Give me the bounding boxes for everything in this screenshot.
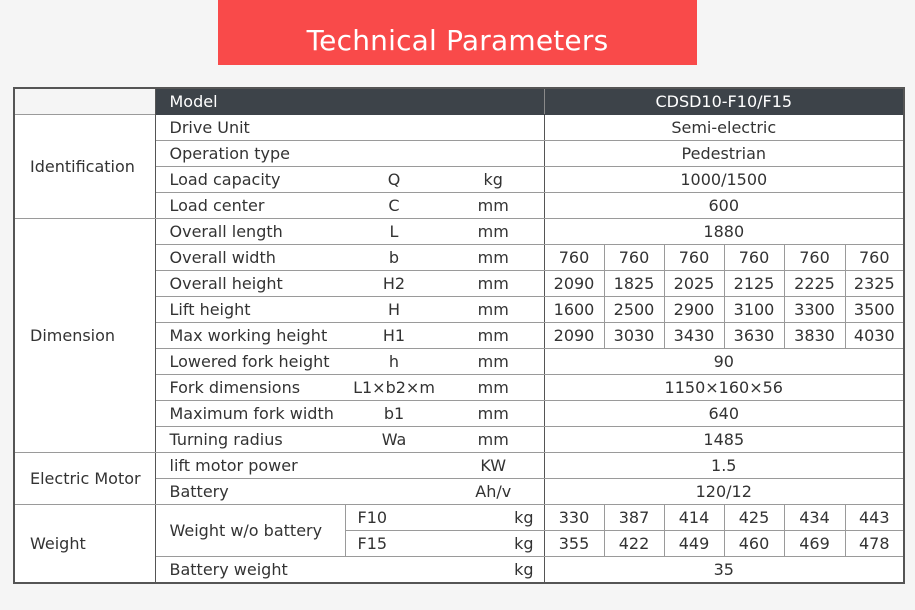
row-value: 2500 [604,297,664,323]
row-name: Load center [155,193,345,219]
row-name: Turning radius [155,427,345,453]
row-value: 2090 [544,323,604,349]
row-sub-label: F10 [345,505,443,531]
row-value: 600 [544,193,904,219]
row-value: 1485 [544,427,904,453]
row-value: 3630 [724,323,784,349]
row-symbol: C [345,193,443,219]
row-unit: KW [443,453,544,479]
row-sub-label: F15 [345,531,443,557]
title-banner [218,0,697,65]
row-value: 330 [544,505,604,531]
row-unit: mm [443,323,544,349]
group-weight: Weight [14,505,155,584]
row-name: lift motor power [155,453,443,479]
row-value: 760 [664,245,724,271]
row-value: 1825 [604,271,664,297]
row-symbol: h [345,349,443,375]
row-name: Maximum fork width [155,401,345,427]
row-value: 2025 [664,271,724,297]
header-model-label: Model [155,88,544,115]
row-name: Overall height [155,271,345,297]
row-value: 640 [544,401,904,427]
row-value: 2325 [845,271,904,297]
row-unit: mm [443,427,544,453]
row-symbol: H [345,297,443,323]
row-name: Lift height [155,297,345,323]
row-value: 2225 [784,271,845,297]
row-unit: mm [443,219,544,245]
row-value: 2900 [664,297,724,323]
row-name: Overall length [155,219,345,245]
group-dimension: Dimension [14,219,155,453]
row-value: 414 [664,505,724,531]
row-symbol: Q [345,167,443,193]
table-row [14,115,904,141]
row-value: 90 [544,349,904,375]
row-value: 443 [845,505,904,531]
page-title: Technical Parameters [306,24,609,57]
row-value: 434 [784,505,845,531]
row-unit: mm [443,271,544,297]
row-value: 3830 [784,323,845,349]
table-row [14,453,904,479]
row-value: 760 [604,245,664,271]
row-value: 478 [845,531,904,557]
row-unit: kg [443,167,544,193]
row-value: 1.5 [544,453,904,479]
row-symbol: H2 [345,271,443,297]
row-name: Load capacity [155,167,345,193]
row-value: 460 [724,531,784,557]
row-value: 425 [724,505,784,531]
row-symbol: Wa [345,427,443,453]
row-value: 2125 [724,271,784,297]
row-value: 120/12 [544,479,904,505]
spec-table [13,87,905,584]
row-unit: mm [443,401,544,427]
row-name: Max working height [155,323,345,349]
row-unit: kg [443,531,544,557]
row-value: 3430 [664,323,724,349]
table-row [14,219,904,245]
row-name: Battery weight [155,557,443,584]
row-value: 3100 [724,297,784,323]
row-value: 760 [544,245,604,271]
row-value: 760 [724,245,784,271]
row-value: 3030 [604,323,664,349]
header-model-value: CDSD10-F10/F15 [544,88,904,115]
row-value: 3300 [784,297,845,323]
header-blank [14,88,155,115]
row-unit: mm [443,349,544,375]
row-value: 1000/1500 [544,167,904,193]
row-unit: Ah/v [443,479,544,505]
row-value: 469 [784,531,845,557]
row-unit: mm [443,245,544,271]
row-value: 422 [604,531,664,557]
row-value: Semi-electric [544,115,904,141]
row-symbol: b [345,245,443,271]
row-value: 3500 [845,297,904,323]
row-name: Lowered fork height [155,349,345,375]
row-value: 387 [604,505,664,531]
row-unit: kg [443,505,544,531]
row-name: Battery [155,479,443,505]
row-name: Fork dimensions [155,375,345,401]
row-name: Drive Unit [155,115,544,141]
row-value: 355 [544,531,604,557]
row-value: 449 [664,531,724,557]
row-value: 760 [845,245,904,271]
row-value: 760 [784,245,845,271]
row-symbol: b1 [345,401,443,427]
row-name: Weight w/o battery [155,505,345,557]
row-symbol: L [345,219,443,245]
row-symbol: H1 [345,323,443,349]
row-value: 4030 [845,323,904,349]
row-value: Pedestrian [544,141,904,167]
row-value: 1600 [544,297,604,323]
group-identification: Identification [14,115,155,219]
group-electric-motor: Electric Motor [14,453,155,505]
row-name: Overall width [155,245,345,271]
row-name: Operation type [155,141,544,167]
row-unit: mm [443,193,544,219]
header-row [14,88,904,115]
row-symbol: L1×b2×m [345,375,443,401]
row-value: 1880 [544,219,904,245]
row-value: 35 [544,557,904,584]
table-row [14,505,904,531]
row-unit: mm [443,297,544,323]
row-unit: mm [443,375,544,401]
row-value: 1150×160×56 [544,375,904,401]
row-unit: kg [443,557,544,584]
row-value: 2090 [544,271,604,297]
